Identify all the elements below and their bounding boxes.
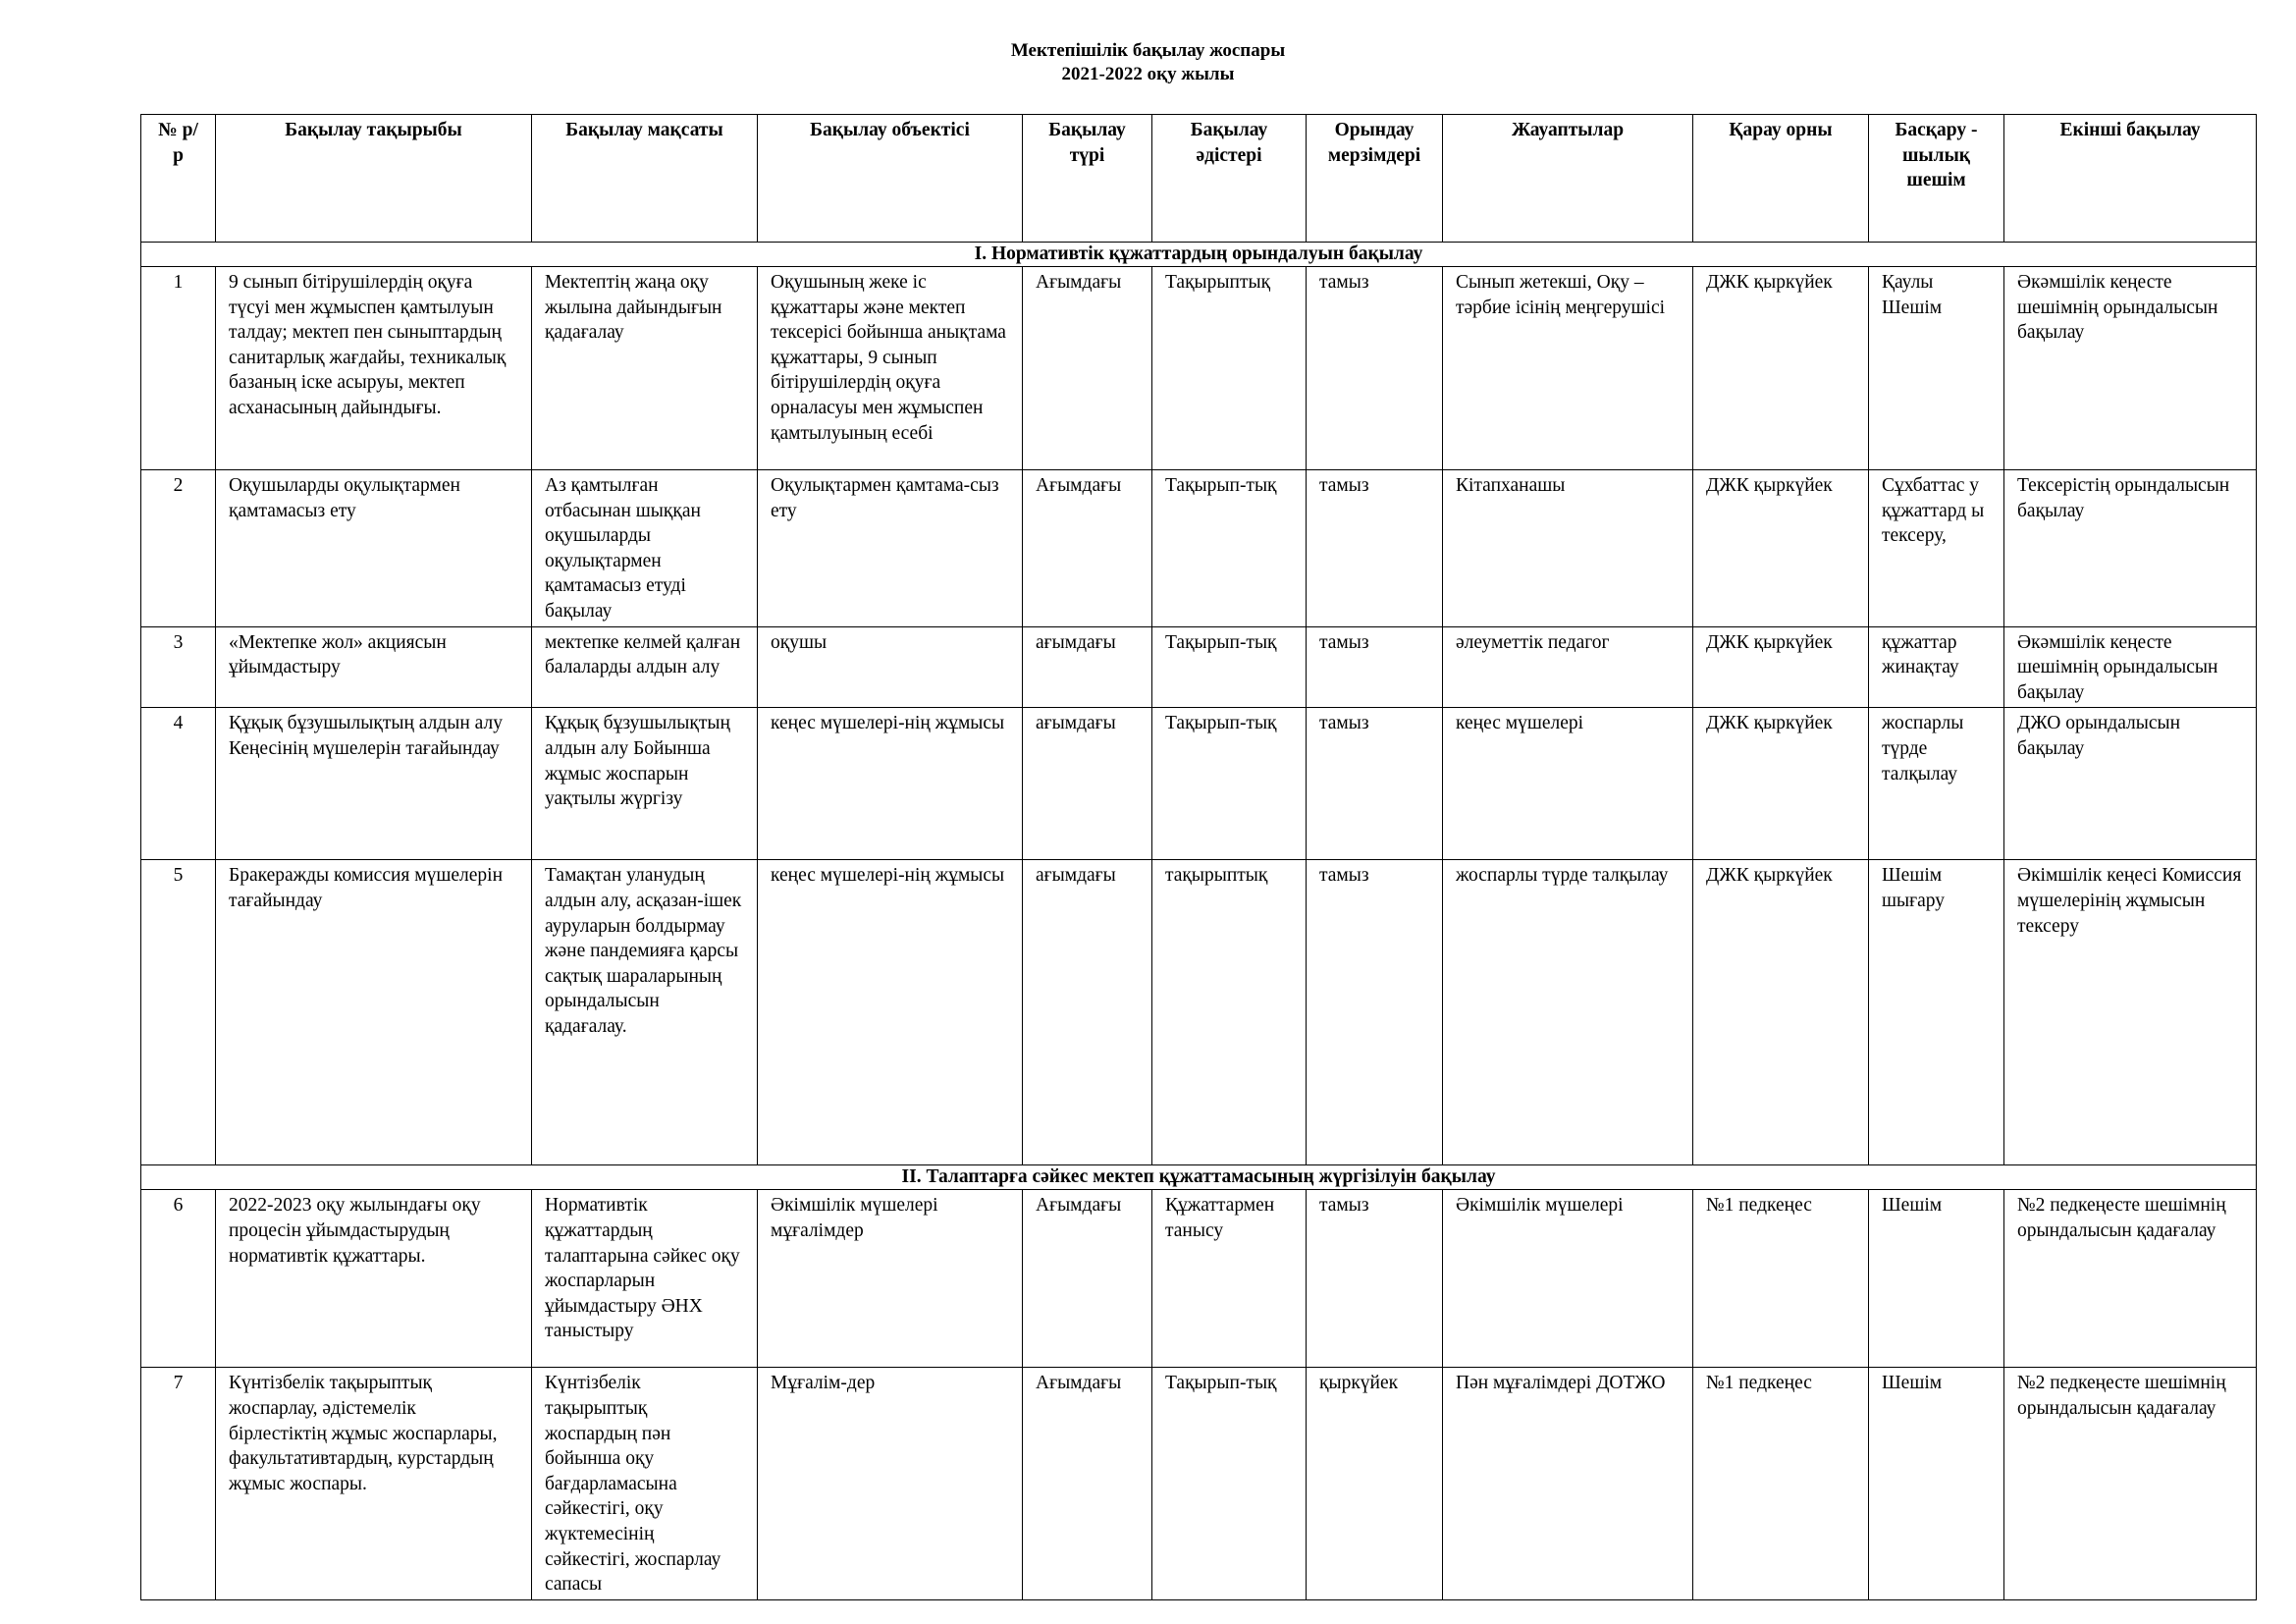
header-responsible: Жауаптылар (1443, 115, 1693, 243)
cell-second-control: №2 педкеңесте шешімнің орындалысын қадағалау (2004, 1368, 2257, 1599)
cell-methods: Тақырып-тық (1152, 708, 1307, 860)
cell-topic: Бракеражды комиссия мүшелерін тағайындау (216, 860, 532, 1165)
cell-deadline: тамыз (1307, 860, 1443, 1165)
cell-purpose: мектепке келмей қалған балаларды алдын алу (532, 626, 758, 708)
cell-object: Әкімшілік мүшелері мұғалімдер (758, 1190, 1023, 1368)
cell-deadline: қыркүйек (1307, 1368, 1443, 1599)
cell-purpose: Құқық бұзушылықтың алдын алу Бойынша жұмыс жоспарын уақтылы жүргізу (532, 708, 758, 860)
cell-type: Ағымдағы (1023, 267, 1152, 470)
table-row (141, 708, 2257, 860)
cell-review-place: ДЖК қыркүйек (1693, 470, 1869, 627)
header-deadlines: Орындау мерзімдері (1307, 115, 1443, 243)
table-row (141, 1368, 2257, 1599)
cell-type: Ағымдағы (1023, 470, 1152, 627)
cell-responsible: жоспарлы түрде талқылау (1443, 860, 1693, 1165)
cell-decision: құжаттар жинақтау (1869, 626, 2004, 708)
cell-type: ағымдағы (1023, 626, 1152, 708)
cell-methods: Тақырыптық (1152, 267, 1307, 470)
table-row (141, 626, 2257, 708)
cell-purpose: Нормативтік құжаттардың талаптарына сәйкес оқу жоспарларын ұйымдастыру ӘНХ таныстыру (532, 1190, 758, 1368)
cell-purpose: Күнтізбелік тақырыптық жоспардың пән бойынша оқу бағдарламасына сәйкестігі, оқу жүктемесінің сәйкестігі, жоспарлау сапасы (532, 1368, 758, 1599)
cell-topic: Құқық бұзушылықтың алдын алу Кеңесінің мүшелерін тағайындау (216, 708, 532, 860)
control-plan-table (140, 114, 2257, 1600)
cell-methods: Құжаттармен танысу (1152, 1190, 1307, 1368)
header-number: № р/р (141, 115, 216, 243)
header-type: Бақылау түрі (1023, 115, 1152, 243)
cell-review-place: ДЖК қыркүйек (1693, 708, 1869, 860)
cell-topic: «Мектепке жол» акциясын ұйымдастыру (216, 626, 532, 708)
cell-decision: Шешім (1869, 1368, 2004, 1599)
cell-topic: 9 сынып бітірушілердің оқуға түсуі мен жұмыспен қамтылуын талдау; мектеп пен сыныптардың санитарлық жағдайы, техникалық базаның іске асыруы, мектеп асханасының дайындығы. (216, 267, 532, 470)
cell-review-place: №1 педкеңес (1693, 1190, 1869, 1368)
cell-decision: жоспарлы түрде талқылау (1869, 708, 2004, 860)
header-purpose: Бақылау мақсаты (532, 115, 758, 243)
cell-number: 4 (141, 708, 216, 860)
cell-number: 1 (141, 267, 216, 470)
header-object: Бақылау объектісі (758, 115, 1023, 243)
section-heading (141, 1165, 2257, 1190)
document-header (0, 39, 2296, 86)
cell-deadline: тамыз (1307, 470, 1443, 627)
cell-responsible: Кітапханашы (1443, 470, 1693, 627)
cell-topic: 2022-2023 оқу жылындағы оқу процесін ұйымдастырудың нормативтік құжаттары. (216, 1190, 532, 1368)
cell-number: 6 (141, 1190, 216, 1368)
cell-decision: Шешім шығару (1869, 860, 2004, 1165)
table-row (141, 860, 2257, 1165)
cell-deadline: тамыз (1307, 267, 1443, 470)
cell-methods: Тақырып-тық (1152, 470, 1307, 627)
cell-review-place: №1 педкеңес (1693, 1368, 1869, 1599)
cell-number: 3 (141, 626, 216, 708)
cell-purpose: Мектептің жаңа оқу жылына дайындығын қадағалау (532, 267, 758, 470)
document-subtitle: 2021-2022 оқу жылы (1061, 64, 1235, 84)
cell-second-control: №2 педкеңесте шешімнің орындалысын қадағалау (2004, 1190, 2257, 1368)
cell-purpose: Тамақтан уланудың алдын алу, асқазан-ішек ауруларын болдырмау және пандемияға қарсы сақтық шараларының орындалысын қадағалау. (532, 860, 758, 1165)
cell-deadline: тамыз (1307, 1190, 1443, 1368)
cell-deadline: тамыз (1307, 708, 1443, 860)
cell-methods: Тақырып-тық (1152, 626, 1307, 708)
cell-number: 2 (141, 470, 216, 627)
cell-responsible: Пән мұғалімдері ДОТЖО (1443, 1368, 1693, 1599)
cell-methods: тақырыптық (1152, 860, 1307, 1165)
cell-review-place: ДЖК қыркүйек (1693, 267, 1869, 470)
cell-responsible: Сынып жетекші, Оқу – тәрбие ісінің меңгерушісі (1443, 267, 1693, 470)
cell-object: Оқулықтармен қамтама-сыз ету (758, 470, 1023, 627)
cell-review-place: ДЖК қыркүйек (1693, 860, 1869, 1165)
cell-responsible: әлеуметтік педагог (1443, 626, 1693, 708)
cell-decision: Шешім (1869, 1190, 2004, 1368)
cell-second-control: Әкәмшілік кеңесте шешімнің орындалысын бақылау (2004, 267, 2257, 470)
cell-topic: Күнтізбелік тақырыптық жоспарлау, әдістемелік бірлестіктің жұмыс жоспарлары, факультативтардың, курстардың жұмыс жоспары. (216, 1368, 532, 1599)
cell-second-control: ДЖО орындалысын бақылау (2004, 708, 2257, 860)
cell-type: ағымдағы (1023, 860, 1152, 1165)
cell-methods: Тақырып-тық (1152, 1368, 1307, 1599)
cell-type: ағымдағы (1023, 708, 1152, 860)
table-row (141, 267, 2257, 470)
cell-responsible: Әкімшілік мүшелері (1443, 1190, 1693, 1368)
cell-number: 5 (141, 860, 216, 1165)
table-row (141, 470, 2257, 627)
cell-decision: Қаулы Шешім (1869, 267, 2004, 470)
table-row (141, 1190, 2257, 1368)
header-methods: Бақылау әдістері (1152, 115, 1307, 243)
cell-review-place: ДЖК қыркүйек (1693, 626, 1869, 708)
header-management-decision: Басқару - шылық шешім (1869, 115, 2004, 243)
cell-topic: Оқушыларды оқулықтармен қамтамасыз ету (216, 470, 532, 627)
section-title: І. Нормативтік құжаттардың орындалуын бақылау (141, 243, 2257, 267)
section-heading (141, 243, 2257, 267)
cell-number: 7 (141, 1368, 216, 1599)
cell-type: Ағымдағы (1023, 1368, 1152, 1599)
cell-purpose: Аз қамтылған отбасынан шыққан оқушыларды оқулықтармен қамтамасыз етуді бақылау (532, 470, 758, 627)
document-title: Мектепішілік бақылау жоспары (1010, 40, 1286, 61)
header-review-place: Қарау орны (1693, 115, 1869, 243)
cell-second-control: Әкімшілік кеңесі Комиссия мүшелерінің жұмысын тексеру (2004, 860, 2257, 1165)
cell-second-control: Әкәмшілік кеңесте шешімнің орындалысын бақылау (2004, 626, 2257, 708)
header-topic: Бақылау тақырыбы (216, 115, 532, 243)
cell-object: Мұғалім-дер (758, 1368, 1023, 1599)
cell-decision: Сұхбаттас у құжаттард ы тексеру, (1869, 470, 2004, 627)
cell-object: кеңес мүшелері-нің жұмысы (758, 860, 1023, 1165)
section-title: ІІ. Талаптарға сәйкес мектеп құжаттамасының жүргізілуін бақылау (141, 1165, 2257, 1190)
cell-object: Оқушының жеке іс құжаттары және мектеп тексерісі бойынша анықтама құжаттары, 9 сынып бітірушілердің оқуға орналасуы мен жұмыспен қамтылуының есебі (758, 267, 1023, 470)
header-row (141, 115, 2257, 243)
cell-deadline: тамыз (1307, 626, 1443, 708)
cell-object: кеңес мүшелері-нің жұмысы (758, 708, 1023, 860)
cell-responsible: кеңес мүшелері (1443, 708, 1693, 860)
cell-second-control: Тексерістің орындалысын бақылау (2004, 470, 2257, 627)
cell-type: Ағымдағы (1023, 1190, 1152, 1368)
header-second-control: Екінші бақылау (2004, 115, 2257, 243)
cell-object: оқушы (758, 626, 1023, 708)
